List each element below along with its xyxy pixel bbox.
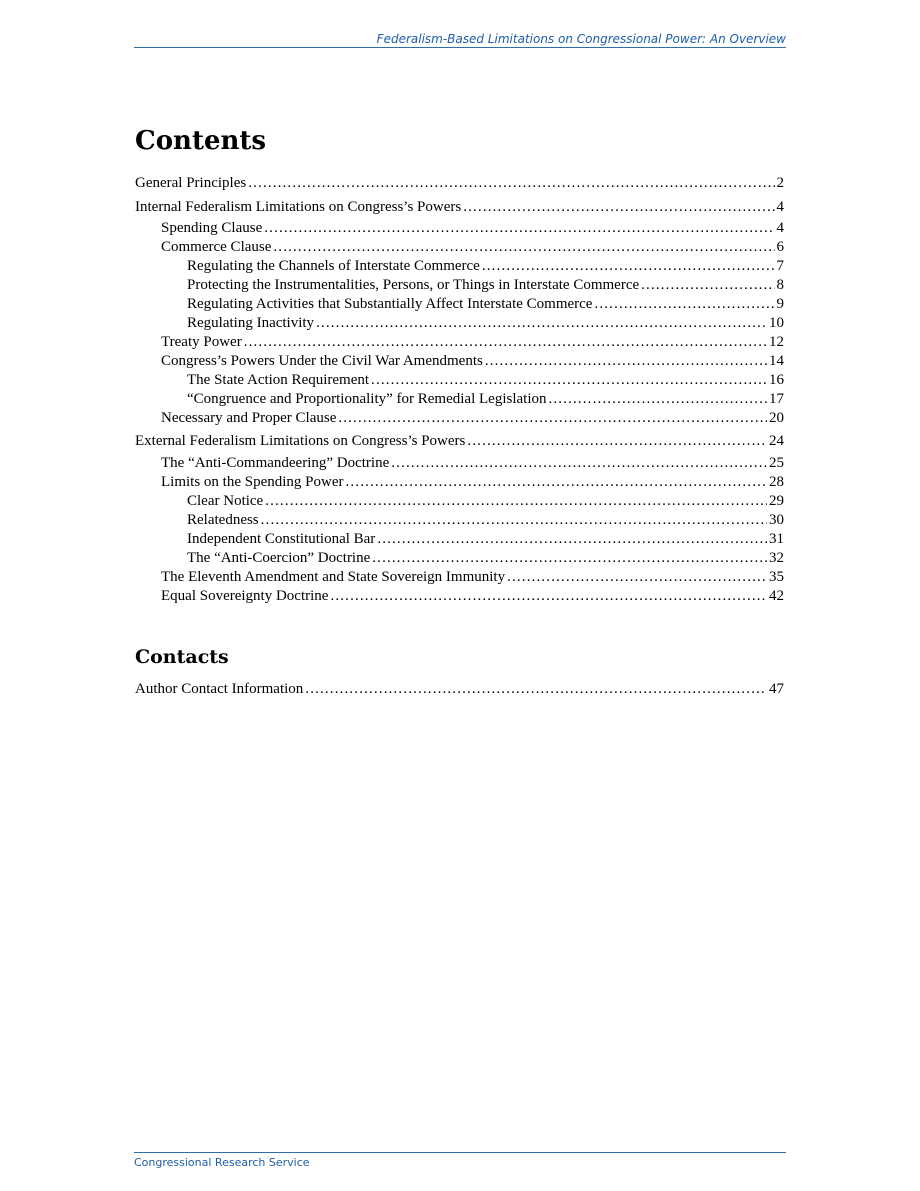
toc-entry-general-principles[interactable]: General Principles . . . 2: [135, 174, 784, 192]
toc-entry-clear-notice[interactable]: Clear Notice . . . 29: [187, 492, 784, 510]
toc-entry-equal-sovereignty[interactable]: Equal Sovereignty Doctrine . . . 42: [161, 587, 784, 605]
footer-publisher: Congressional Research Service: [134, 1156, 310, 1169]
toc-entry-external-limitations[interactable]: External Federalism Limitations on Congress’s Powers . . . 24: [135, 432, 784, 450]
toc-entry-internal-limitations[interactable]: Internal Federalism Limitations on Congress’s Powers . . . 4: [135, 198, 784, 216]
toc-entry-anti-commandeering[interactable]: The “Anti-Commandeering” Doctrine . . . 25: [161, 454, 784, 472]
toc-entry-spending-clause[interactable]: Spending Clause . . . 4: [161, 219, 784, 237]
running-header: [134, 31, 786, 48]
toc-entry-constitutional-bar[interactable]: Independent Constitutional Bar . . . 31: [187, 530, 784, 548]
toc-entry-congruence[interactable]: “Congruence and Proportionality” for Remedial Legislation . . . 17: [187, 390, 784, 408]
toc-entry-civil-war-amendments[interactable]: Congress’s Powers Under the Civil War Amendments . . . 14: [161, 352, 784, 370]
toc-entry-commerce-clause[interactable]: Commerce Clause . . . 6: [161, 238, 784, 256]
toc-entry-treaty-power[interactable]: Treaty Power . . . 12: [161, 333, 784, 351]
contacts-heading: Contacts: [135, 646, 229, 668]
toc-entry-necessary-proper[interactable]: Necessary and Proper Clause . . . 20: [161, 409, 784, 427]
page-footer: [134, 1152, 786, 1169]
toc-entry-eleventh-amendment[interactable]: The Eleventh Amendment and State Sovereign Immunity . . . 35: [161, 568, 784, 586]
toc-entry-anti-coercion[interactable]: The “Anti-Coercion” Doctrine . . . 32: [187, 549, 784, 567]
toc-entry-state-action[interactable]: The State Action Requirement . . . 16: [187, 371, 784, 389]
toc-entry-instrumentalities[interactable]: Protecting the Instrumentalities, Persons, or Things in Interstate Commerce . . . 8: [187, 276, 784, 294]
toc-entry-author-contact[interactable]: Author Contact Information . . . 47: [135, 680, 784, 698]
toc-entry-channels[interactable]: Regulating the Channels of Interstate Commerce . . . 7: [187, 257, 784, 275]
toc-entry-substantial-effects[interactable]: Regulating Activities that Substantially Affect Interstate Commerce . . . 9: [187, 295, 784, 313]
toc-entry-relatedness[interactable]: Relatedness . . . 30: [187, 511, 784, 529]
contents-heading: Contents: [135, 126, 267, 156]
running-title: Federalism-Based Limitations on Congressional Power: An Overview: [376, 32, 786, 46]
toc-entry-spending-limits[interactable]: Limits on the Spending Power . . . 28: [161, 473, 784, 491]
toc-entry-inactivity[interactable]: Regulating Inactivity . . . 10: [187, 314, 784, 332]
